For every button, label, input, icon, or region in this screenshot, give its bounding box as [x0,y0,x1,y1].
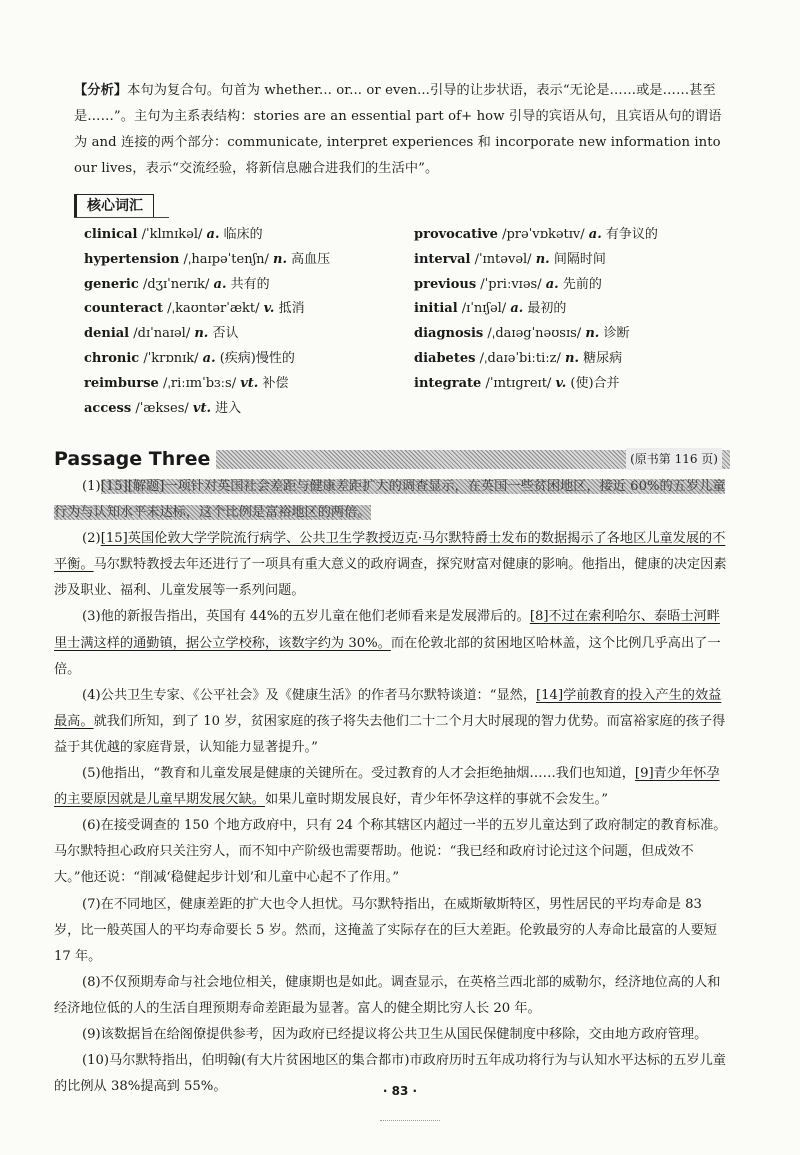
vocab-entry: hypertension /ˌhaɪpəˈtenʃn/ n. 高血压 [84,251,331,267]
vocab-list-left [84,223,330,421]
paragraph-9: (9)该数据旨在给阁僚提供参考，因为政府已经提议将公共卫生从国民保健制度中移除，交由地方政府管理。 [82,1026,708,1042]
vocab-entry: integrate /ˈɪntɪgreɪt/ v. (使)合并 [414,375,620,391]
passage-header [54,446,730,472]
vocab-entry: access /ˈækses/ vt. 进入 [84,400,242,416]
vocab-entry: diagnosis /ˌdaɪəgˈnəʊsɪs/ n. 诊断 [414,326,630,342]
underlined-answer: [9]青少年怀孕的主要原因就是儿童早期发展欠缺。 [54,766,720,808]
underlined-answer: [15]英国伦敦大学学院流行病学、公共卫生学教授迈克·马尔默特爵士发布的数据揭示了各地区儿童发展的不平衡。 [54,531,726,573]
vocab-title-rule [74,217,169,218]
vocab-entry: interval /ˈɪntəvəl/ n. 间隔时间 [414,251,606,267]
passage-title: Passage Three [54,446,216,472]
vocab-entry: clinical /ˈklɪnɪkəl/ a. 临床的 [84,227,263,242]
paragraph-10: (10)马尔默特指出，伯明翰(有大片贫困地区的集合都市)市政府历时五年成功将行为与认知水平达标的五岁儿童的比例从 38%提高到 55%。 [54,1053,726,1095]
analysis-tag: 【分析】 [74,83,128,98]
vocab-entry: counteract /ˌkaʊntərˈækt/ v. 抵消 [84,301,305,317]
vocab-entry: reimburse /ˌriːɪmˈbɜːs/ vt. 补偿 [84,375,289,391]
page-number: · 83 · [382,1084,418,1098]
paragraph-8: (8)不仅预期寿命与社会地位相关，健康期也是如此。调查显示，在英格兰西北部的威勒尔，经济地位高的人和经济地位低的人的生活自理预期寿命差距最为显著。富人的健全期比穷人长 20 年。 [54,974,721,1016]
paragraph-6: (6)在接受调查的 150 个地方政府中，只有 24 个称其辖区内超过一半的五岁儿童达到了政府制定的教育标准。马尔默特担心政府只关注穷人，而不知中产阶级也需要帮助。他说：“我已经和政府讨论过这个问题，但成效不大。”他还说：“削减‘稳健起步计划’和儿童中心起不了作用。” [54,818,727,886]
vocab-entry: denial /dɪˈnaɪəl/ n. 否认 [84,326,239,342]
paragraph-3: (3)他的新报告指出，英国有 44%的五岁儿童在他们老师看来是发展滞后的。[8]不过在索利哈尔、泰晤士河畔里士满这样的通勤镇，据公立学校称，该数字约为 30%。而在伦敦北部的贫困地区哈林盖，这个比例几乎高出了一倍。 [54,609,721,677]
paragraph-2: (2)[15]英国伦敦大学学院流行病学、公共卫生学教授迈克·马尔默特爵士发布的数据揭示了各地区儿童发展的不平衡。马尔默特教授去年还进行了一项具有重大意义的政府调查，探究财富对健康的影响。他指出，健康的决定因素涉及职业、福利、儿童发展等一系列问题。 [54,531,727,599]
vocab-entry: initial /ɪˈnɪʃəl/ a. 最初的 [414,301,567,317]
vocab-list-right [414,223,658,397]
vocab-entry: provocative /prəˈvɒkətɪv/ a. 有争议的 [414,227,658,242]
paragraph-5: (5)他指出，“教育和儿童发展是健康的关键所在。受过教育的人才会拒绝抽烟……我们也知道，[9]青少年怀孕的主要原因就是儿童早期发展欠缺。如果儿童时期发展良好，青少年怀孕这样的事就不会发生。” [54,766,720,808]
paragraph-1: (1)[15][解题]一项针对英国社会差距与健康差距扩大的调查显示，在英国一些贫困地区，接近 60%的五岁儿童行为与认知水平未达标，这个比例是富裕地区的两倍。 [54,479,726,521]
highlighted-answer: [15][解题]一项针对英国社会差距与健康差距扩大的调查显示，在英国一些贫困地区，接近 60%的五岁儿童行为与认知水平未达标，这个比例是富裕地区的两倍。 [54,479,726,521]
paragraph-7: (7)在不同地区，健康差距的扩大也令人担忧。马尔默特指出，在威斯敏斯特区，男性居民的平均寿命是 83 岁，比一般英国人的平均寿命要长 5 岁。然而，这掩盖了实际存在的巨大差距。伦敦最穷的人寿命比最富的人要短 17 年。 [54,896,717,964]
footer-dots [380,1120,440,1121]
underlined-answer: [14]学前教育的投入产生的效益最高。 [54,687,722,729]
vocab-entry: diabetes /ˌdaɪəˈbiːtiːz/ n. 糖尿病 [414,350,623,366]
passage-page-reference: (原书第 116 页) [626,448,722,470]
vocab-entry: previous /ˈpriːvɪəs/ a. 先前的 [414,276,602,292]
analysis-paragraph [74,78,734,182]
paragraph-4: (4)公共卫生专家、《公平社会》及《健康生活》的作者马尔默特谈道：“显然，[14]学前教育的投入产生的效益最高。就我们所知，到了 10 岁，贫困家庭的孩子将失去他们二十二个月大时展现的智力优势。而富裕家庭的孩子得益于其优越的家庭背景，认知能力显著提升。” [54,687,726,755]
passage-translation [54,474,730,1100]
vocab-entry: generic /dʒɪˈnerɪk/ a. 共有的 [84,276,270,292]
vocab-entry: chronic /ˈkrɒnɪk/ a. (疾病)慢性的 [84,350,295,366]
analysis-text: 本句为复合句。句首为 whether... or... or even...引导的让步状语，表示“无论是……或是……甚至是……”。主句为主系表结构：stories are an essential part of+ how 引导的宾语从句，且宾语从句的谓语为 and 连接的两个部分：communicate, interpret experiences 和 incorporate new information into our lives，表示“交流经验，将新信息融合进我们的生活中”。 [74,83,722,176]
vocab-section-title: 核心词汇 [74,194,154,218]
underlined-answer: [8]不过在索利哈尔、泰晤士河畔里士满这样的通勤镇，据公立学校称，该数字约为 30%。 [54,609,720,651]
